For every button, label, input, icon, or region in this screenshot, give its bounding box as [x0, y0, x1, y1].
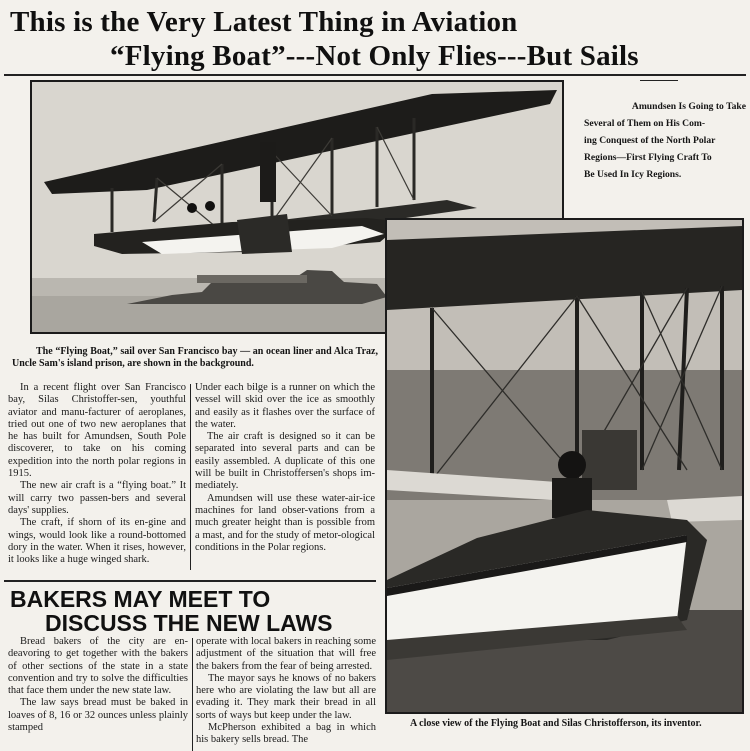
deck-rule	[640, 80, 678, 81]
bakers-paragraph: The mayor says he knows of no bakers here who are violating the law but all are evading it. They mark their bread in all sorts of ways but keep under the law.	[196, 672, 376, 721]
photo-caption-2: A close view of the Flying Boat and Silas Christofferson, its inventor.	[410, 718, 702, 729]
deck-line: Regions—First Flying Craft To	[584, 152, 712, 163]
headline-line-1: This is the Very Latest Thing in Aviation	[10, 6, 518, 38]
photo-caption-1: The “Flying Boat,” sail over San Francisco bay — an ocean liner and Alca Traz, Uncle Sam's island prison, are shown in the background.	[12, 346, 378, 369]
article-paragraph: In a recent flight over San Francisco bay, Silas Christoffer-sen, youthful aviator and manu-facturer of aeroplanes, tried out one of two new aeroplanes that he has built for Amundsen, South Pole discoverer, to take on his coming expedition into the north polar regions in 1915.	[8, 382, 186, 480]
bakers-headline-line-1: BAKERS MAY MEET TO	[10, 586, 271, 612]
bakers-paragraph: McPherson exhibited a bag in which his bakery sells bread. The	[196, 722, 376, 746]
column-rule	[192, 638, 193, 751]
bakers-column-right	[196, 636, 376, 747]
bakers-paragraph: operate with local bakers in reaching some adjustment of the situation that will free the bakers from the fear of being arrested.	[196, 636, 376, 672]
deck-subhead	[574, 98, 746, 183]
bakers-paragraph: The law says bread must be baked in loaves of 8, 16 or 32 ounces unless plainly stamped	[8, 697, 188, 734]
article-column-right	[195, 382, 375, 554]
section-rule	[4, 580, 376, 582]
column-rule	[190, 384, 191, 570]
article-column-left	[8, 382, 186, 566]
article-paragraph: Amundsen will use these water-air-ice machines for land obser-vations from a much greater height than is possible from a mast, and for the study of metor-ological conditions in the Polar regions.	[195, 492, 375, 553]
deck-line: ing Conquest of the North Polar	[584, 135, 716, 146]
deck-line: Be Used In Icy Regions.	[584, 169, 682, 180]
bakers-column-left	[8, 636, 188, 734]
article-paragraph: The craft, if shorn of its en-gine and wings, would look like a round-bottomed dory in the water. When it rises, however, it looks like a huge winged shark.	[8, 517, 186, 566]
close-view-photo	[385, 218, 744, 714]
deck-line: Several of Them on His Com-	[584, 118, 706, 129]
headline-line-2: “Flying Boat”---Not Only Flies---But Sails	[110, 40, 639, 72]
bakers-paragraph: Bread bakers of the city are en-deavoring to get together with the bakers of other sections of the state in a state convention and try to solve the difficulties that face them under the new state law.	[8, 636, 188, 697]
close-view-illustration	[387, 220, 742, 712]
article-paragraph: The new air craft is a “flying boat.” It will carry two passen-bers and several days' supplies.	[8, 480, 186, 516]
headline-rule	[4, 74, 746, 76]
article-paragraph: Under each bilge is a runner on which the vessel will skid over the ice as smoothly and easily as it flashes over the surface of the water.	[195, 382, 375, 430]
article-paragraph: The air craft is designed so it can be separated into several parts and can be easily assembled. A duplicate of this one will be built in Christoffersen's shops im-mediately.	[195, 431, 375, 492]
deck-line: Amundsen Is Going to Take	[631, 101, 746, 112]
bakers-headline-line-2: DISCUSS THE NEW LAWS	[45, 610, 333, 636]
